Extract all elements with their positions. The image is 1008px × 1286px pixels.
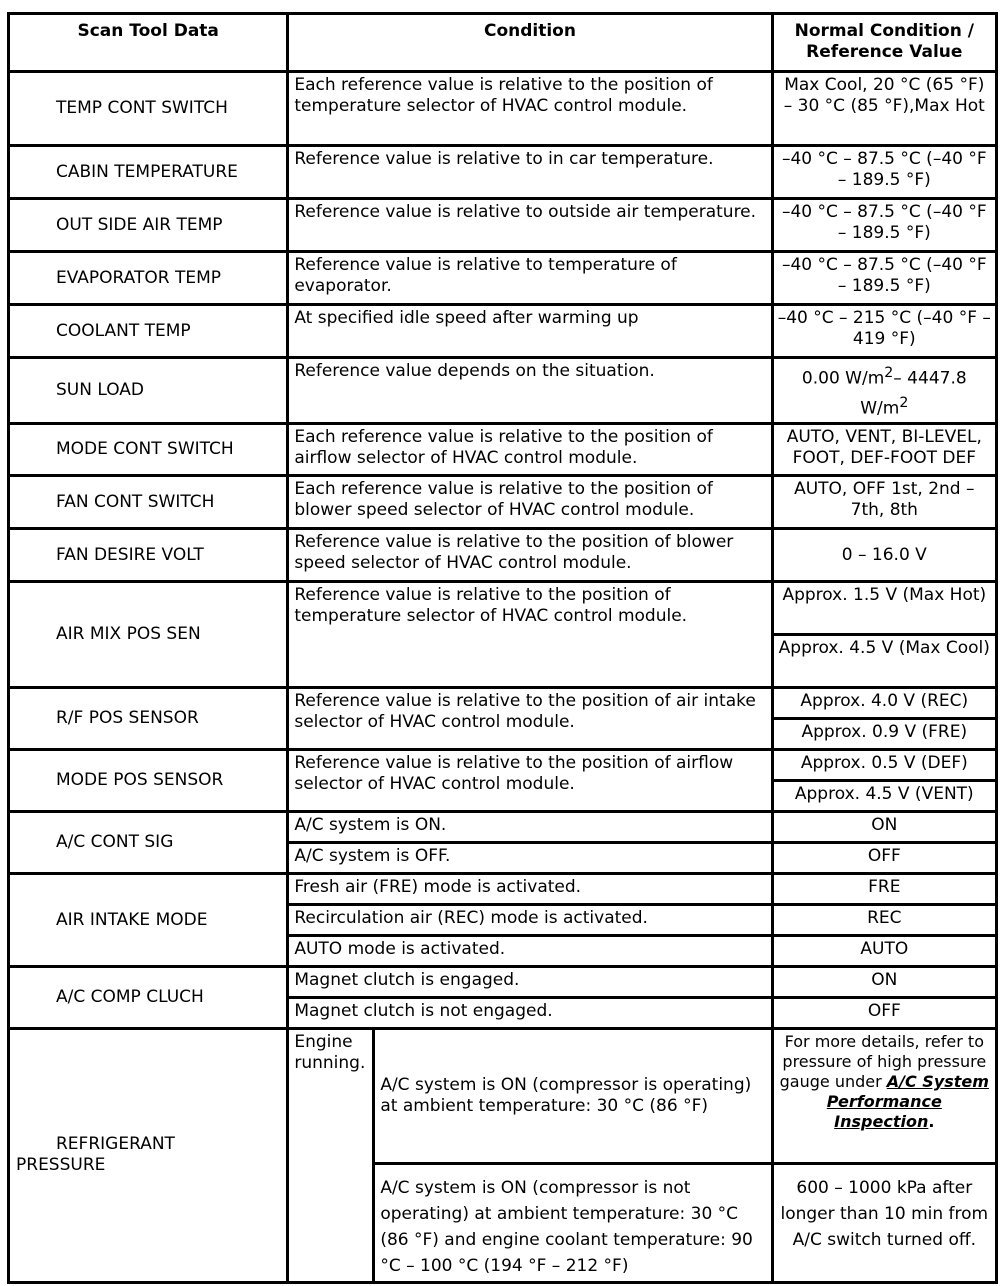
condition-cell: Reference value is relative to the position of air intake selector of HVAC control module. [288, 688, 772, 750]
item-label: A/C CONT SIG [9, 812, 288, 874]
condition-cell: Each reference value is relative to the position of blower speed selector of HVAC control module. [288, 476, 772, 529]
reference-value: Approx. 0.9 V (FRE) [772, 719, 996, 750]
sun-load-sup-1: 2 [884, 365, 894, 381]
scan-tool-data-table [7, 12, 998, 1284]
item-label: OUT SIDE AIR TEMP [9, 199, 288, 252]
item-label: FAN CONT SWITCH [9, 476, 288, 529]
item-label: COOLANT TEMP [9, 305, 288, 358]
reference-value: AUTO [772, 936, 996, 967]
table-row [9, 874, 997, 905]
reference-value: OFF [772, 843, 996, 874]
reference-value [772, 358, 996, 424]
table-row [9, 750, 997, 781]
sun-load-sup-2: 2 [899, 394, 909, 411]
table-row [9, 967, 997, 998]
condition-cell: Magnet clutch is engaged. [288, 967, 772, 998]
table-row [9, 424, 997, 476]
table-row [9, 812, 997, 843]
table-row [9, 1029, 997, 1164]
refrigerant-detail-text: For more details, refer to pressure of high pressure gauge under [779, 1032, 987, 1092]
reference-value: 600 – 1000 kPa after longer than 10 min from A/C switch turned off. [772, 1164, 996, 1283]
reference-value: Approx. 4.5 V (Max Cool) [772, 635, 996, 688]
header-row [9, 14, 997, 72]
reference-value: ON [772, 967, 996, 998]
header-scan-tool-data: Scan Tool Data [9, 14, 288, 72]
condition-cell: Each reference value is relative to the position of temperature selector of HVAC control module. [288, 72, 772, 146]
condition-cell: Reference value is relative to in car temperature. [288, 146, 772, 199]
condition-cell: Reference value is relative to the position of airflow selector of HVAC control module. [288, 750, 772, 812]
item-label: EVAPORATOR TEMP [9, 252, 288, 305]
condition-cell: Reference value depends on the situation. [288, 358, 772, 424]
condition-cell: Fresh air (FRE) mode is activated. [288, 874, 772, 905]
table-row [9, 72, 997, 146]
table-row [9, 476, 997, 529]
item-label: MODE POS SENSOR [9, 750, 288, 812]
reference-value: –40 °C – 87.5 °C (–40 °F – 189.5 °F) [772, 252, 996, 305]
condition-cell: Recirculation air (REC) mode is activated. [288, 905, 772, 936]
item-label: FAN DESIRE VOLT [9, 529, 288, 582]
reference-value: Approx. 4.5 V (VENT) [772, 781, 996, 812]
item-label: SUN LOAD [9, 358, 288, 424]
item-label: TEMP CONT SWITCH [9, 72, 288, 146]
reference-value: Approx. 1.5 V (Max Hot) [772, 582, 996, 635]
reference-value: –40 °C – 215 °C (–40 °F – 419 °F) [772, 305, 996, 358]
refrigerant-label-line1: REFRIGERANT [56, 1133, 175, 1154]
header-normal-condition-line2: Reference Value [806, 42, 963, 62]
table-row [9, 199, 997, 252]
sun-load-max: – 4447.8 W/m [860, 368, 967, 419]
reference-value: Approx. 4.0 V (REC) [772, 688, 996, 719]
header-condition: Condition [288, 14, 772, 72]
condition-cell: At specified idle speed after warming up [288, 305, 772, 358]
reference-value: –40 °C – 87.5 °C (–40 °F – 189.5 °F) [772, 199, 996, 252]
condition-cell: A/C system is ON (compressor is not operating) at ambient temperature: 30 °C (86 °F) and engine coolant temperature: 90 °C – 100 °C (194 °F – 212 °F) [374, 1164, 772, 1283]
condition-cell: Each reference value is relative to the position of airflow selector of HVAC control module. [288, 424, 772, 476]
header-normal-condition-line1: Normal Condition / [794, 21, 974, 41]
reference-value: FRE [772, 874, 996, 905]
reference-value: –40 °C – 87.5 °C (–40 °F – 189.5 °F) [772, 146, 996, 199]
condition-cell: AUTO mode is activated. [288, 936, 772, 967]
reference-value: Approx. 0.5 V (DEF) [772, 750, 996, 781]
item-label: A/C COMP CLUCH [9, 967, 288, 1029]
condition-cell: Reference value is relative to outside air temperature. [288, 199, 772, 252]
item-label [9, 1029, 288, 1283]
condition-cell: A/C system is ON (compressor is operating) at ambient temperature: 30 °C (86 °F) [374, 1029, 772, 1164]
table-row [9, 146, 997, 199]
table-row [9, 529, 997, 582]
condition-cell: A/C system is OFF. [288, 843, 772, 874]
sun-load-min: 0.00 W/m [801, 368, 885, 389]
reference-value: AUTO, VENT, BI-LEVEL, FOOT, DEF-FOOT DEF [772, 424, 996, 476]
item-label: MODE CONT SWITCH [9, 424, 288, 476]
performance-inspection-link[interactable]: A/C System Performance Inspection [826, 1072, 989, 1132]
reference-value: REC [772, 905, 996, 936]
table-row [9, 305, 997, 358]
reference-value: 0 – 16.0 V [772, 529, 996, 582]
reference-value: OFF [772, 998, 996, 1029]
condition-cell: Reference value is relative to the position of temperature selector of HVAC control module. [288, 582, 772, 688]
reference-value [772, 1029, 996, 1164]
condition-cell: Reference value is relative to the position of blower speed selector of HVAC control module. [288, 529, 772, 582]
table-row [9, 582, 997, 635]
reference-value: Max Cool, 20 °C (65 °F) – 30 °C (85 °F),Max Hot [772, 72, 996, 146]
table-row [9, 252, 997, 305]
table-row [9, 358, 997, 424]
condition-cell: Magnet clutch is not engaged. [288, 998, 772, 1029]
condition-cell: A/C system is ON. [288, 812, 772, 843]
condition-cell: Reference value is relative to temperature of evaporator. [288, 252, 772, 305]
reference-value: AUTO, OFF 1st, 2nd – 7th, 8th [772, 476, 996, 529]
header-normal-condition [772, 14, 996, 72]
table-row [9, 688, 997, 719]
item-label: AIR INTAKE MODE [9, 874, 288, 967]
refrigerant-detail-period: . [928, 1112, 935, 1132]
refrigerant-label-line2: PRESSURE [16, 1154, 106, 1175]
reference-value: ON [772, 812, 996, 843]
engine-running-cell: Engine running. [288, 1029, 374, 1283]
item-label: R/F POS SENSOR [9, 688, 288, 750]
item-label: AIR MIX POS SEN [9, 582, 288, 688]
item-label: CABIN TEMPERATURE [9, 146, 288, 199]
